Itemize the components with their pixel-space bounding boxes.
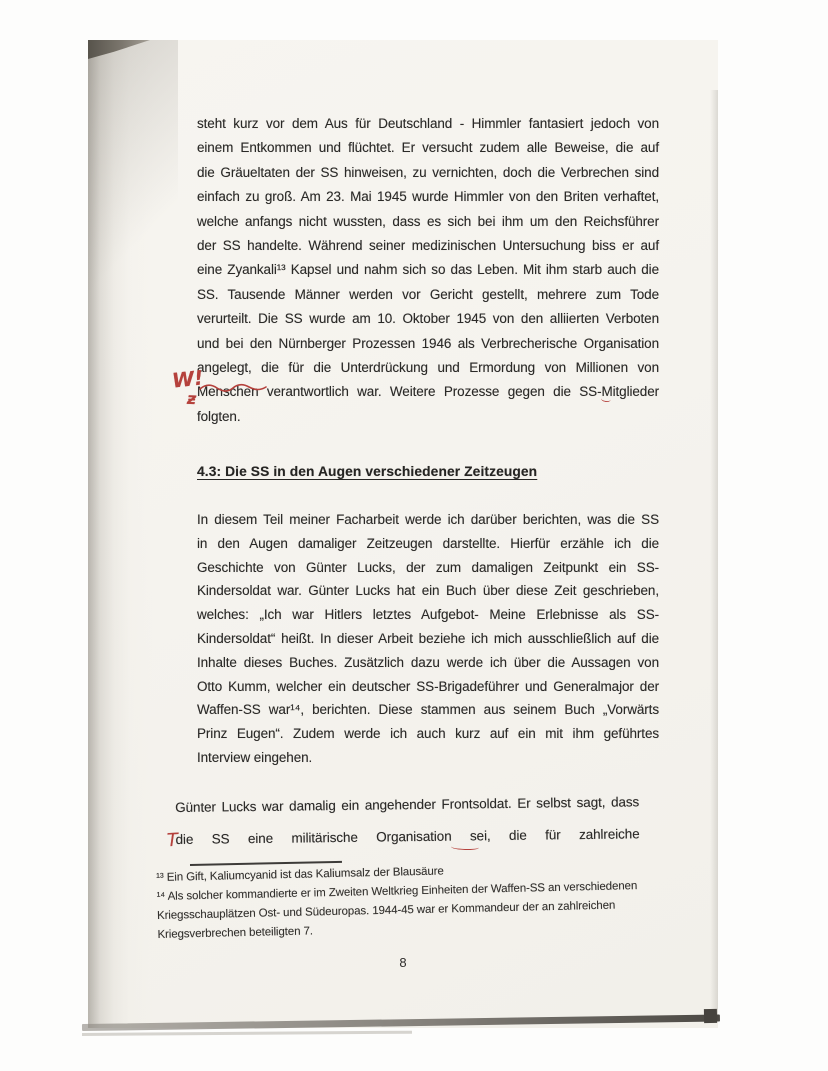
text-line: eine Zyankali¹³ Kapsel und nahm sich so das Leben. Mit ihm starb auch die bbox=[197, 262, 659, 278]
footnote-line: Kriegsschauplätzen Ost- und Südeuropas. 1944-45 war er Kommandeur der an zahlreichen bbox=[156, 899, 616, 922]
footnote-line: Kriegsverbrechen beteiligten 7. bbox=[157, 925, 314, 941]
section-heading: 4.3: Die SS in den Augen verschiedener Zeitzeugen bbox=[197, 464, 538, 479]
handwritten-correction-w-mark: W! bbox=[170, 365, 205, 393]
text-line: welche anfangs nicht wussten, dass es sich bei ihm um den Reichsführer bbox=[197, 213, 659, 229]
text-line: einem Entkommen und flüchtet. Er versucht zudem alle Beweise, die auf bbox=[197, 140, 659, 156]
page-bottom-edge-shadow-faint bbox=[82, 1031, 412, 1036]
handwritten-correction-z-mark: ƶ bbox=[186, 388, 197, 409]
paragraph-2 bbox=[197, 508, 659, 770]
text-line: folgten. bbox=[197, 408, 241, 424]
text-line: Günter Lucks war damalig ein angehender Frontsoldat. Er selbst sagt, dass bbox=[175, 794, 640, 815]
page-right-edge-shadow bbox=[710, 90, 718, 1020]
text-line: Interview eingehen. bbox=[197, 749, 313, 765]
page-curl-shadow-top bbox=[88, 40, 178, 340]
text-line: In diesem Teil meiner Facharbeit werde ich darüber berichten, was die SS bbox=[197, 512, 659, 527]
text-line: welches: „Ich war Hitlers letztes Aufgebot- Meine Erlebnisse als SS- bbox=[197, 607, 659, 623]
text-line: einfach zu groß. Am 23. Mai 1945 wurde Himmler von den Briten verhaftet, bbox=[197, 189, 659, 205]
text-line: steht kurz vor dem Aus für Deutschland - Himmler fantasiert jedoch von bbox=[197, 116, 659, 131]
text-line: der SS handelte. Während seiner medizinischen Untersuchung biss er auf bbox=[197, 237, 659, 253]
paragraph-1 bbox=[197, 112, 659, 429]
paragraph-3 bbox=[175, 786, 640, 856]
text-line: Geschichte von Günter Lucks, der zum damaligen Zeitpunkt ein SS- bbox=[197, 559, 659, 575]
page-number: 8 bbox=[399, 955, 407, 970]
footnote-line: ¹⁴ Als solcher kommandierte er im Zweiten Weltkrieg Einheiten der Waffen-SS an verschiedenen bbox=[156, 880, 638, 903]
text-line: Kindersoldat“ heißt. In dieser Arbeit beziehe ich mich ausschließlich auf die bbox=[197, 630, 659, 646]
text-line: und bei den Nürnberger Prozessen 1946 als Verbrecherische Organisation bbox=[197, 335, 659, 351]
text-line: Kindersoldat war. Günter Lucks hat ein Buch über diese Zeit geschrieben, bbox=[197, 583, 659, 599]
text-line: Prinz Eugen“. Zudem werde ich auch kurz auf ein mit ihm geführtes bbox=[197, 726, 659, 742]
text-line: die SS eine militärische Organisation sei, die für zahlreiche bbox=[175, 826, 640, 847]
text-line: Menschen verantwortlich war. Weitere Prozesse gegen die SS-Mitglieder bbox=[197, 384, 659, 400]
footnote-line: ¹³ Ein Gift, Kaliumcyanid ist das Kaliumsalz der Blausäure bbox=[156, 865, 444, 884]
text-line: Otto Kumm, welcher ein deutscher SS-Brigadeführer und Generalmajor der bbox=[197, 678, 659, 694]
text-line: verurteilt. Die SS wurde am 10. Oktober 1945 von den alliierten Verboten bbox=[197, 311, 659, 327]
footnotes-block bbox=[156, 857, 682, 945]
text-line: die Gräueltaten der SS hinweisen, zu vernichten, doch die Verbrechen sind bbox=[197, 164, 659, 180]
text-line: in den Augen damaliger Zeitzeugen darstellte. Hierfür erzähle ich die bbox=[197, 535, 659, 551]
text-line: angelegt, die für die Unterdrückung und Ermordung von Millionen von bbox=[197, 359, 659, 375]
text-line: Waffen-SS war¹⁴, berichten. Diese stammen aus seinem Buch „Vorwärts bbox=[197, 702, 659, 718]
page-bottom-corner-shadow bbox=[704, 1009, 717, 1023]
paper-sheet bbox=[88, 40, 718, 1028]
red-squiggle-underline bbox=[198, 383, 268, 393]
text-line: SS. Tausende Männer werden vor Gericht gestellt, mehrere zum Tode bbox=[197, 286, 659, 302]
text-line: Inhalte dieses Buches. Zusätzlich dazu werde ich über die Aussagen von bbox=[197, 654, 659, 670]
handwritten-correction-t-mark: T bbox=[166, 829, 179, 852]
